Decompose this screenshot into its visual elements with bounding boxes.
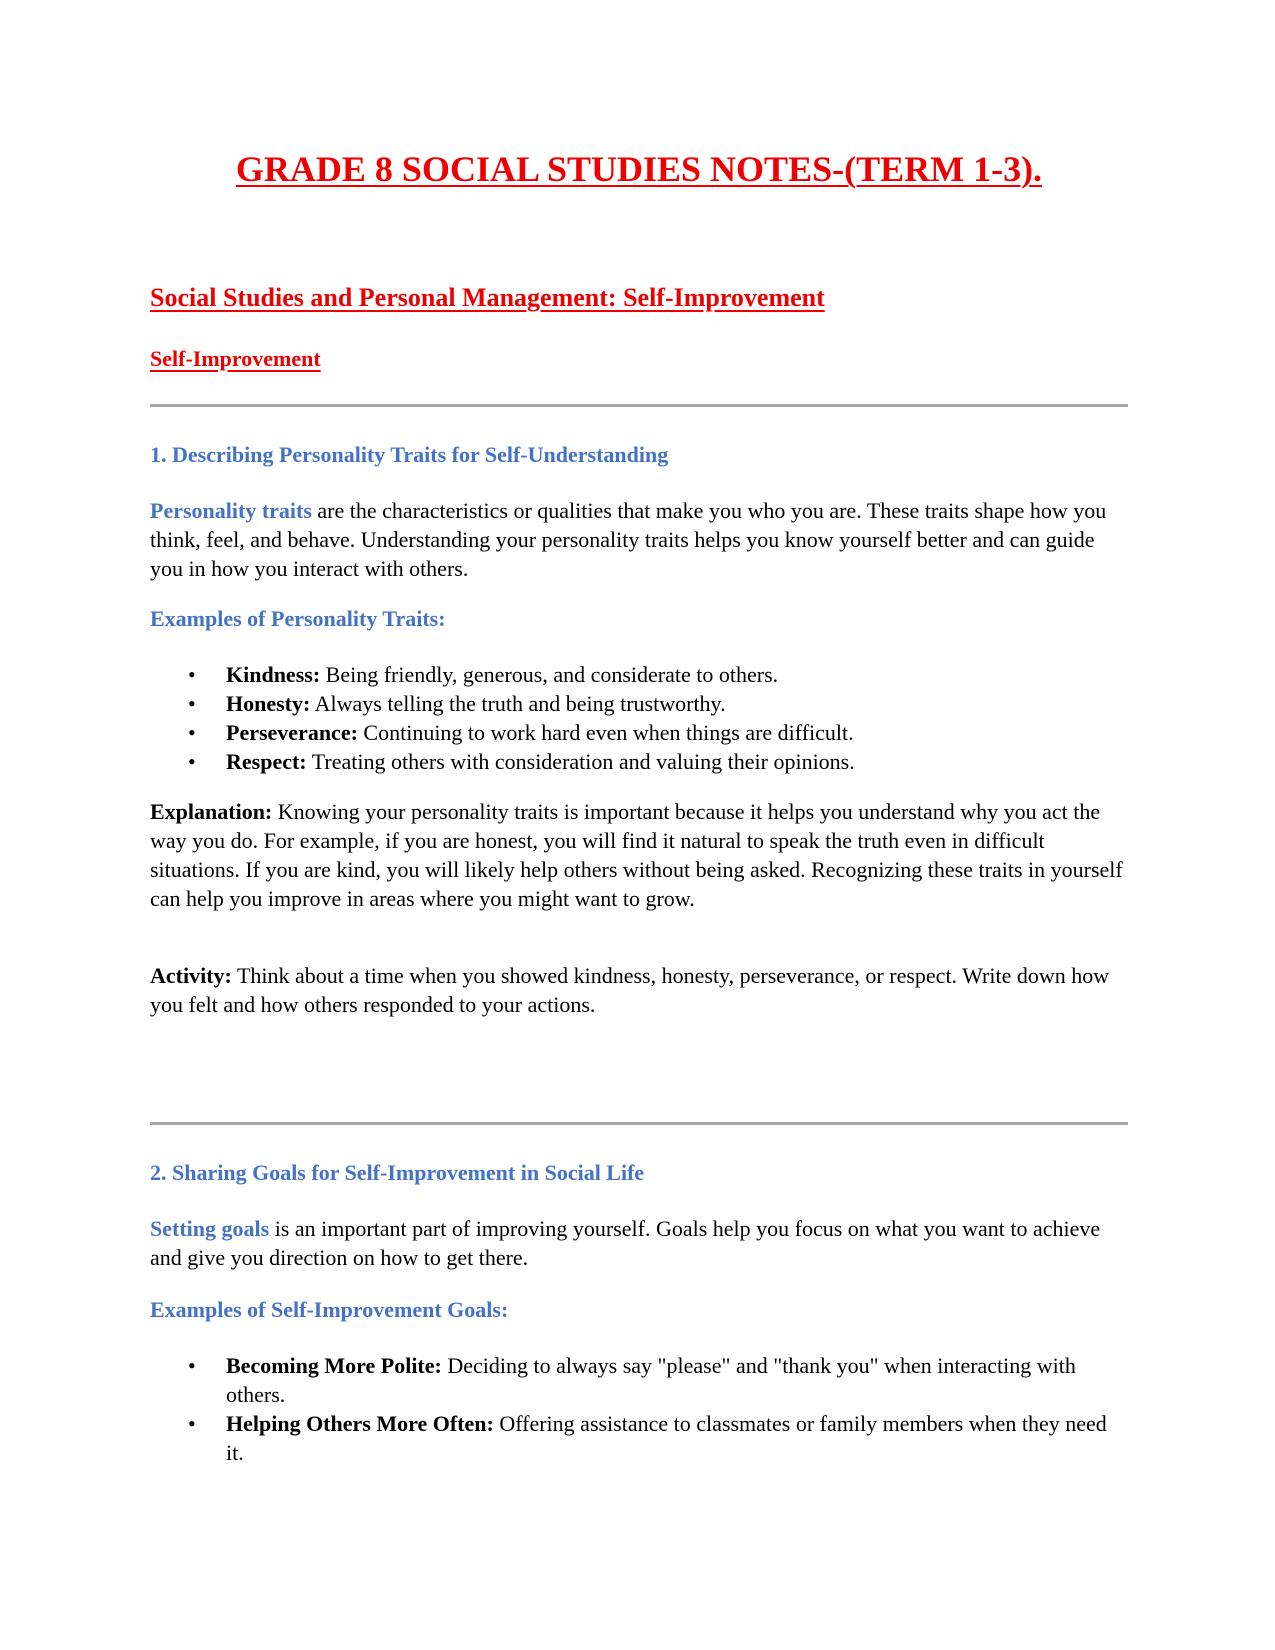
explanation-text: Knowing your personality traits is important because it helps you understand why you act the way you do. For example, if you are honest, you will find it natural to speak the truth even in difficult situations. If you are kind, you will likely help others without being asked. Recognizing these traits in yourself can help you improve in areas where you might want to grow. xyxy=(150,799,1123,911)
section1-heading: 1. Describing Personality Traits for Self-Understanding xyxy=(150,442,669,467)
sub-heading: Self-Improvement xyxy=(150,346,321,371)
list-item-text: Being friendly, generous, and considerate to others. xyxy=(320,662,779,687)
list-item-term: Becoming More Polite: xyxy=(226,1353,442,1378)
list-item-term: Kindness: xyxy=(226,662,321,687)
list-item-term: Honesty: xyxy=(226,691,311,716)
section1-examples-list xyxy=(150,660,1128,776)
section2-intro-text: is an important part of improving yourself. Goals help you focus on what you want to achieve and give you direction on how to get there. xyxy=(150,1216,1101,1270)
bullet-icon: • xyxy=(188,1353,196,1378)
horizontal-rule xyxy=(150,1122,1128,1125)
list-item xyxy=(150,1351,1128,1409)
section1-intro xyxy=(150,496,1128,583)
list-item xyxy=(150,718,1128,747)
list-item-text: Deciding to always say "please" and "thank you" when interacting with others. xyxy=(226,1353,1076,1407)
bullet-icon: • xyxy=(188,691,196,716)
section1-examples-heading: Examples of Personality Traits: xyxy=(150,606,446,631)
list-item-term: Helping Others More Often: xyxy=(226,1411,494,1436)
section2-heading: 2. Sharing Goals for Self-Improvement in Social Life xyxy=(150,1160,645,1185)
section2-examples-heading: Examples of Self-Improvement Goals: xyxy=(150,1297,509,1322)
activity-text: Think about a time when you showed kindness, honesty, perseverance, or respect. Write down how you felt and how others responded to your actions. xyxy=(150,963,1110,1017)
page-title: GRADE 8 SOCIAL STUDIES NOTES-(TERM 1-3). xyxy=(235,149,1043,189)
list-item-text: Treating others with consideration and valuing their opinions. xyxy=(306,749,855,774)
explanation-label: Explanation: xyxy=(150,799,273,824)
main-heading: Social Studies and Personal Management: Self-Improvement xyxy=(150,283,825,312)
bullet-icon: • xyxy=(188,1411,196,1436)
section2-intro-term: Setting goals xyxy=(150,1216,270,1241)
list-item-term: Perseverance: xyxy=(226,720,358,745)
section1-intro-text: are the characteristics or qualities that make you who you are. These traits shape how you think, feel, and behave. Understanding your personality traits helps you know yourself better and can guide you in how you interact with others. xyxy=(150,498,1107,581)
activity-label: Activity: xyxy=(150,963,232,988)
section2-intro xyxy=(150,1214,1128,1272)
section1-intro-term: Personality traits xyxy=(150,498,312,523)
list-item xyxy=(150,747,1128,776)
horizontal-rule xyxy=(150,404,1128,407)
list-item-text: Offering assistance to classmates or family members when they need it. xyxy=(226,1411,1107,1465)
list-item-text: Continuing to work hard even when things are difficult. xyxy=(357,720,854,745)
list-item xyxy=(150,660,1128,689)
list-item-text: Always telling the truth and being trustworthy. xyxy=(310,691,726,716)
section1-explanation xyxy=(150,797,1128,913)
bullet-icon: • xyxy=(188,662,196,687)
bullet-icon: • xyxy=(188,720,196,745)
section2-examples-list xyxy=(150,1351,1128,1467)
section1-activity xyxy=(150,961,1128,1019)
bullet-icon: • xyxy=(188,749,196,774)
list-item xyxy=(150,1409,1128,1467)
list-item xyxy=(150,689,1128,718)
list-item-term: Respect: xyxy=(226,749,307,774)
